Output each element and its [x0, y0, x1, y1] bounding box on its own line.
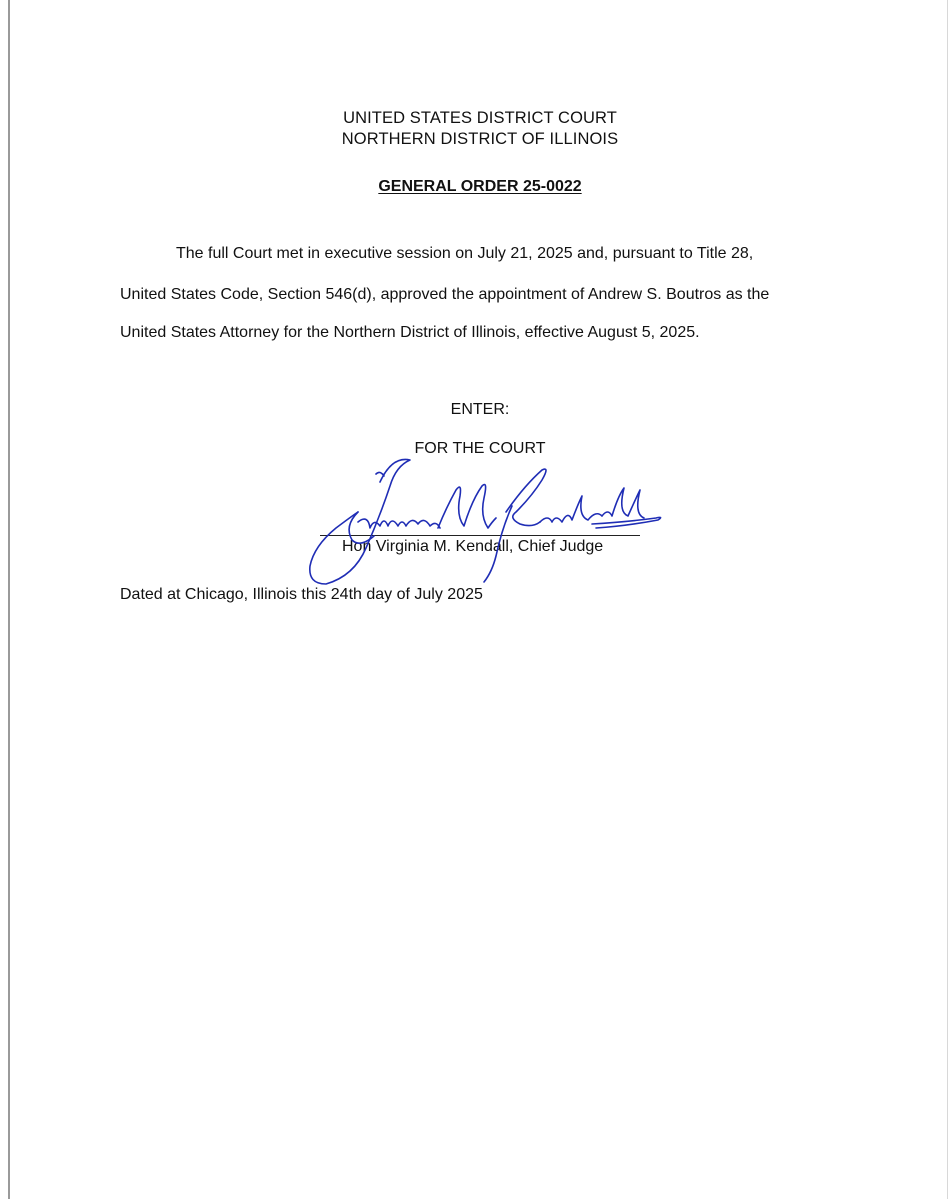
- body-paragraph-line: United States Attorney for the Northern District of Illinois, effective August 5, 2025.: [120, 324, 700, 341]
- body-paragraph-line: The full Court met in executive session on July 21, 2025 and, pursuant to Title 28,: [176, 245, 754, 262]
- court-header: [0, 108, 950, 150]
- court-name: UNITED STATES DISTRICT COURT: [343, 109, 617, 127]
- for-the-court-label: FOR THE COURT: [414, 440, 546, 457]
- dated-line: Dated at Chicago, Illinois this 24th day of July 2025: [120, 586, 483, 603]
- order-title: GENERAL ORDER 25-0022: [378, 178, 582, 195]
- judge-name: Hon Virginia M. Kendall, Chief Judge: [342, 538, 604, 555]
- body-paragraph-line: United States Code, Section 546(d), approved the appointment of Andrew S. Boutros as the: [120, 286, 770, 303]
- enter-label: ENTER:: [450, 401, 510, 418]
- handwritten-signature: [296, 456, 666, 586]
- district-name: NORTHERN DISTRICT OF ILLINOIS: [341, 130, 619, 148]
